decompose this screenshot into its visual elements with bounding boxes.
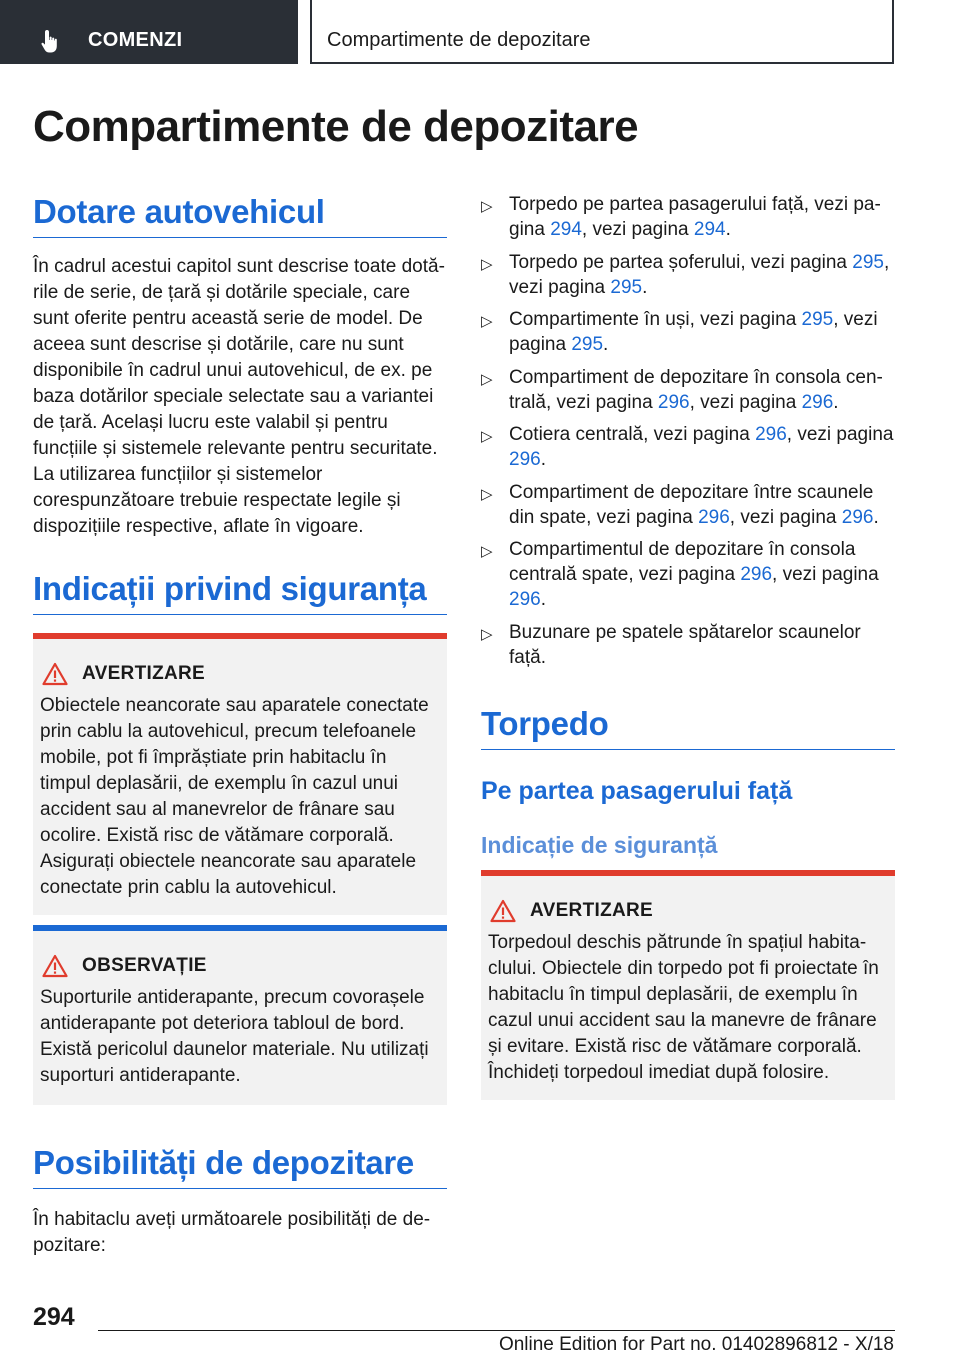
list-item: ▷ Compartiment de depozitare între scaunele din spate, vezi pagina 296, vezi pagina 296. xyxy=(481,481,879,528)
warning-triangle-icon xyxy=(42,662,68,686)
list-item: ▷ Buzunare pe spatele spătarelor scaunelor față. xyxy=(481,621,861,668)
warning-triangle-icon xyxy=(490,899,516,923)
glovebox-warning-text: Torpedoul deschis pătrunde în spațiul habitaclului. Obiectele din torpedo pot fi proiectate în habitaclu în timpul deplasării, de exemplu în cazul unui accident sau la manevre de frânare și evitare. Există risc de vătămare corporală. Închideți torpedoul imediat după folosire. xyxy=(488,932,879,1083)
page-link[interactable]: 296 xyxy=(657,391,690,413)
section-tab[interactable] xyxy=(0,0,298,64)
page-link[interactable]: 296 xyxy=(740,564,773,585)
hand-pointer-icon xyxy=(38,28,64,54)
warning-text: Obiectele neancorate sau aparatele conectate prin cablu la autovehicul, precum telefoanele mobile, pot fi împrăștiate prin habitaclu în timpul deplasării, de exemplu în cazul unui accident sau al manevrelor de frânare sau ocolire. Există risc de vătămare corporală. Asigurați obiectele neancorate sau aparatele conectate prin cablu la autovehicul. xyxy=(40,695,429,898)
page-link[interactable]: 295 xyxy=(801,309,834,330)
page-link[interactable]: 296 xyxy=(509,589,541,610)
heading-safety: Indicații privind siguranța xyxy=(33,570,447,615)
notice-text: Suporturile antiderapante, precum covorașele antiderapante pot deteriora tabloul de bord. Există pericolul daunelor materiale. Nu utilizați suporturi antiderapante. xyxy=(40,987,429,1086)
page-title: Compartimente de depozitare xyxy=(33,102,639,151)
page-link[interactable]: 295 xyxy=(852,251,884,273)
storage-text: În habitaclu aveți următoarele posibilități de depozitare: xyxy=(33,1209,431,1256)
equipment-text: În cadrul acestui capitol sunt descrise toate dotările de serie, de țară și dotările speciale, care sunt oferite pentru această serie de model. De aceea sunt descrise și dotările, care nu sunt disponibile în cadrul unui autovehicul, de ex. pe baza dotărilor speciale selectate sau a variantei de țară. Același lucru este valabil și pentru funcțiile și sistemele relevante pentru securitate. La utilizarea funcțiilor și sistemelor corespunzătoare trebuie respectate legile și dispozițiile respective, aflate în vigoare. xyxy=(33,256,445,537)
page-link[interactable]: 296 xyxy=(509,449,541,470)
heading-storage: Posibilități de depozitare xyxy=(33,1144,447,1189)
notice-box xyxy=(33,925,447,1105)
heading-equipment: Dotare autovehicul xyxy=(33,193,447,238)
list-item: ▷ Cotiera centrală, vezi pagina 296, vezi pagina 296. xyxy=(481,424,894,470)
notice-title: OBSERVAȚIE xyxy=(82,955,207,976)
list-item: ▷ Torpedo pe partea șoferului, vezi pagina 295, vezi pagina 295. xyxy=(481,251,890,298)
list-item: ▷ Compartiment de depozitare în consola centrală, vezi pagina 296, vezi pagina 296. xyxy=(481,366,883,413)
chapter-tab[interactable] xyxy=(310,0,894,64)
page-link[interactable]: 296 xyxy=(755,424,787,445)
list-item: ▷ Compartimente în uși, vezi pagina 295, vezi pagina 295. xyxy=(481,309,878,355)
heading-glovebox: Torpedo xyxy=(481,705,895,750)
page-number: 294 xyxy=(33,1303,75,1331)
page-link[interactable]: 296 xyxy=(841,506,874,528)
glovebox-warning-title: AVERTIZARE xyxy=(530,900,653,921)
page-link[interactable]: 295 xyxy=(610,276,643,298)
glovebox-warning-box xyxy=(481,870,895,1100)
page-link[interactable]: 294 xyxy=(693,219,726,240)
footer-divider xyxy=(98,1330,895,1331)
page-header xyxy=(0,0,960,66)
list-item: ▷ Compartimentul de depozitare în consola centrală spate, vezi pagina 296, vezi pagina 296. xyxy=(481,539,879,610)
page-link[interactable]: 294 xyxy=(550,219,582,240)
page-link[interactable]: 296 xyxy=(698,506,730,528)
warning-triangle-icon xyxy=(42,954,68,978)
page-link[interactable]: 296 xyxy=(801,391,834,413)
heading-passenger-side: Pe partea pasagerului față xyxy=(481,777,793,805)
warning-box xyxy=(33,633,447,915)
page-link[interactable]: 295 xyxy=(571,334,604,355)
list-item: ▷ Torpedo pe partea pasagerului față, vezi pagina 294, vezi pagina 294. xyxy=(481,194,881,240)
chapter-tab-label: Compartimente de depozitare xyxy=(327,29,591,51)
heading-safety-note: Indicație de siguranță xyxy=(481,832,718,858)
warning-title: AVERTIZARE xyxy=(82,663,205,684)
edition-note: Online Edition for Part no. 01402896812 - X/18 xyxy=(498,1334,894,1355)
section-tab-label: COMENZI xyxy=(88,29,183,51)
storage-list xyxy=(481,192,895,677)
